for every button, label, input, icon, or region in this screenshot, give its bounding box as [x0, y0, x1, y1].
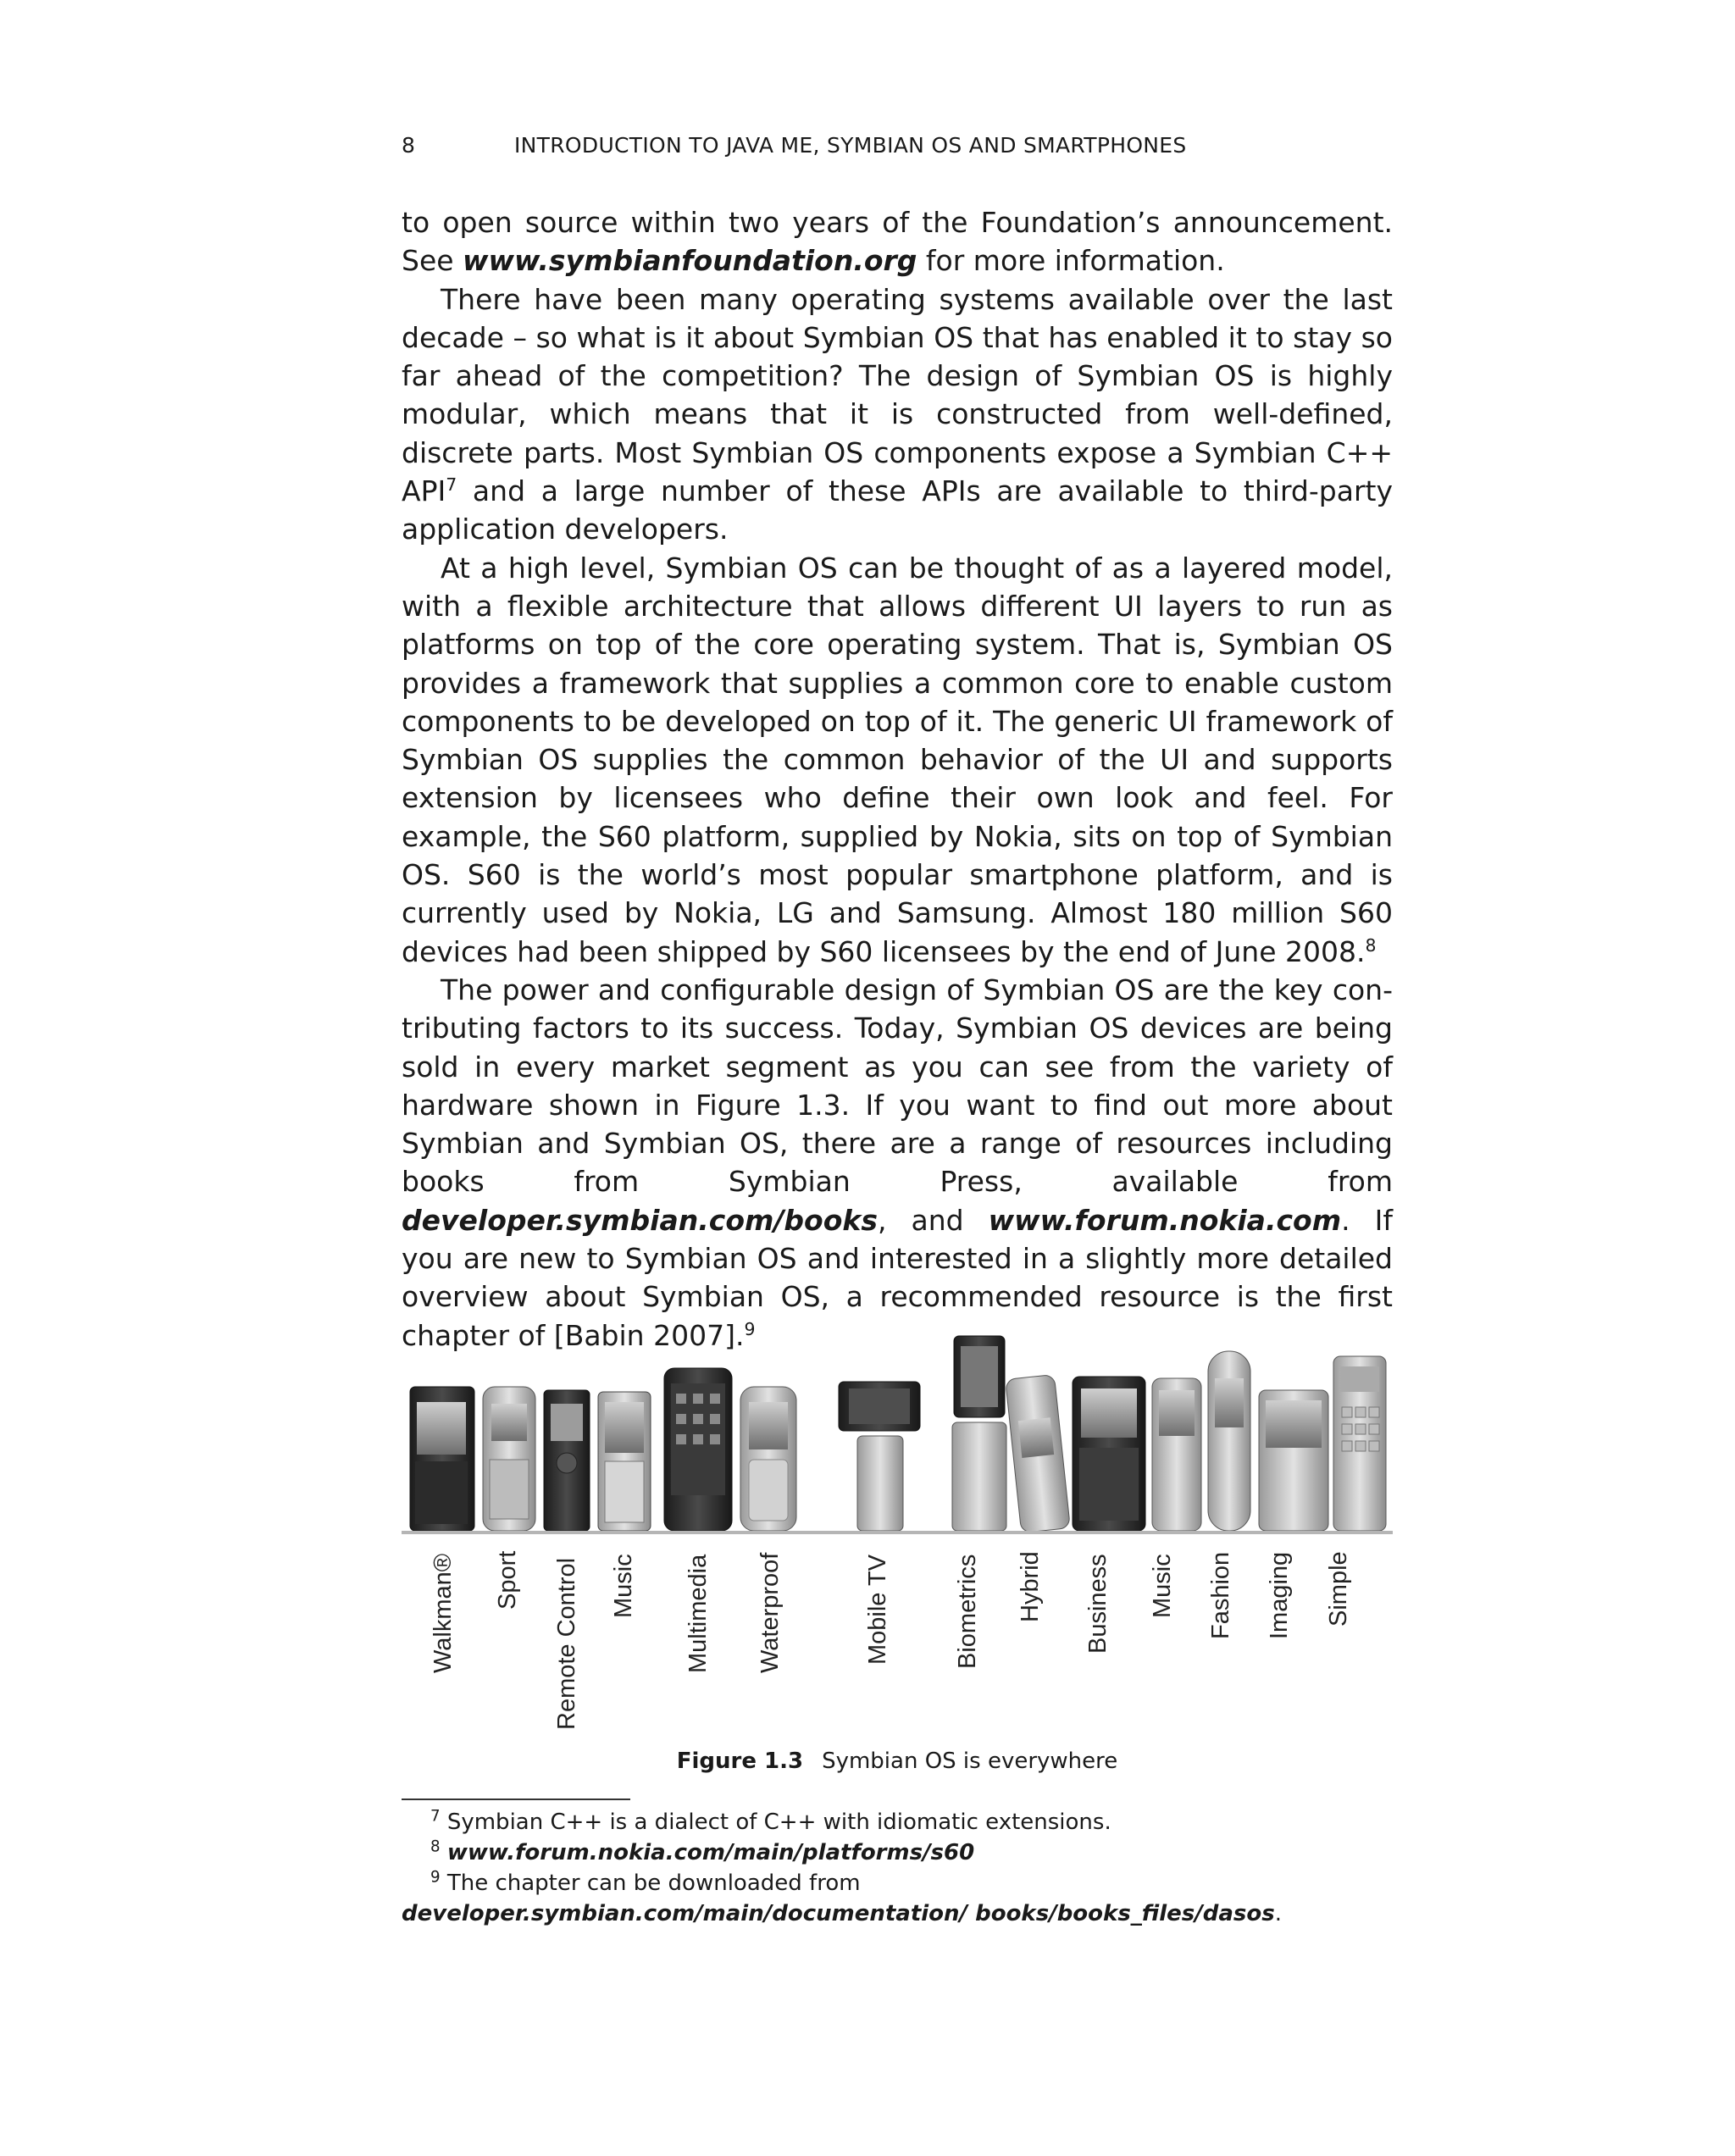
category-label: Biometrics	[954, 1554, 981, 1669]
paragraph-text: At a high level, Symbian OS can be thought of as a layered model, with a flexible architecture that allows different UI layers to run as platforms on top of the core operating system. That is, Symbian OS provides a framework that supplies a common core to enable custom components to be developed on top of it. The generic UI framework of Symbian OS supplies the common behavior of the UI and supports extension by licensees who define their own look and feel. For example, the S60 platform, supplied by Nokia, sits on top of Symbian OS. S60 is the world’s most popular smartphone platform, and is currently used by Nokia, LG and Samsung. Almost 180 million S60 devices had been shipped by S60 licensees by the end of June 2008.	[402, 551, 1393, 968]
footnote-text: Symbian C++ is a dialect of C++ with idiomatic extensions.	[446, 1810, 1111, 1835]
category-label: Music	[610, 1554, 637, 1618]
paragraph-3	[402, 549, 1393, 971]
category-label: Sport	[494, 1550, 521, 1610]
category-label: Hybrid	[1017, 1551, 1044, 1622]
running-title: INTRODUCTION TO JAVA ME, SYMBIAN OS AND SMARTPHONES	[514, 133, 1187, 158]
category-label: Fashion	[1207, 1551, 1234, 1639]
footnote-number: 8	[430, 1837, 441, 1856]
footnote-ref-9[interactable]: 9	[744, 1318, 756, 1339]
paragraph-text: There have been many operating systems available over the last decade – so what is it about Symbian OS that has enabled it to stay so far ahead of the competition? The design of Symbian OS is highly modular, which means that it is constructed from well-defined, discrete parts. Most Symbian OS components expose a Symbian C++ API	[402, 282, 1393, 508]
paragraph-text: and a large number of these APIs are available to third-party application developers.	[402, 474, 1393, 546]
running-head	[402, 133, 1393, 167]
footnote-divider	[402, 1799, 630, 1800]
link-developer-symbian-books[interactable]: developer.symbian.com/books	[402, 1203, 878, 1237]
caption-number: Figure 1.3	[676, 1749, 804, 1774]
category-label: Remote Control	[553, 1557, 580, 1730]
footnote-8	[402, 1837, 1393, 1868]
footnote-ref-8[interactable]: 8	[1365, 934, 1377, 956]
paragraph-text: . If you are new to Symbian OS and interested in a slightly more detailed overview about Symbian OS, a recommended resource is the first chapter of [Babin 2007].	[402, 1203, 1393, 1352]
category-label: Walkman®	[430, 1553, 457, 1673]
footnotes	[402, 1807, 1393, 1929]
link-forum-nokia[interactable]: www.forum.nokia.com	[988, 1203, 1342, 1237]
category-label: Music	[1149, 1554, 1176, 1618]
footnote-link[interactable]: www.forum.nokia.com/main/platforms/s60	[446, 1840, 975, 1865]
body-text	[402, 203, 1393, 1355]
category-label: Mobile TV	[864, 1554, 891, 1665]
figure-1-3	[402, 1334, 1393, 1732]
footnote-text: .	[1274, 1901, 1283, 1926]
footnote-9	[402, 1868, 1393, 1929]
paragraph-2	[402, 280, 1393, 549]
category-label: Simple	[1325, 1551, 1352, 1627]
paragraph-text: for more information.	[917, 244, 1225, 278]
caption-text: Symbian OS is everywhere	[822, 1749, 1118, 1774]
page-number: 8	[402, 133, 416, 158]
paragraph-text: to open source within two years of the Foundation’s announcement. See	[402, 206, 1393, 278]
category-label: Multimedia	[685, 1554, 712, 1673]
footnote-link[interactable]: developer.symbian.com/main/documentation/ books/books_files/dasos	[402, 1901, 1275, 1926]
category-label: Waterproof	[757, 1552, 784, 1673]
phones-photo	[402, 1334, 1393, 1546]
footnote-text: The chapter can be downloaded from	[446, 1871, 861, 1896]
link-symbianfoundation[interactable]: www.symbianfoundation.org	[463, 244, 917, 278]
category-label: Business	[1084, 1554, 1111, 1654]
figure-caption	[402, 1749, 1393, 1774]
paragraph-4	[402, 971, 1393, 1355]
footnote-number: 9	[430, 1868, 441, 1887]
footnote-ref-7[interactable]: 7	[446, 474, 457, 496]
paragraph-text: , and	[877, 1203, 989, 1237]
footnote-number: 7	[430, 1807, 441, 1826]
footnote-7	[402, 1807, 1393, 1837]
category-label: Imaging	[1266, 1551, 1293, 1639]
paragraph-1	[402, 203, 1393, 280]
paragraph-text: The power and configurable design of Symbian OS are the key contributing factors to its success. Today, Symbian OS devices are being sold in every market segment as you can see from the variety of hardware shown in Figure 1.3. If you want to find out more about Symbian and Symbian OS, there are a range of resources including books from Symbian Press, available from	[402, 973, 1393, 1199]
